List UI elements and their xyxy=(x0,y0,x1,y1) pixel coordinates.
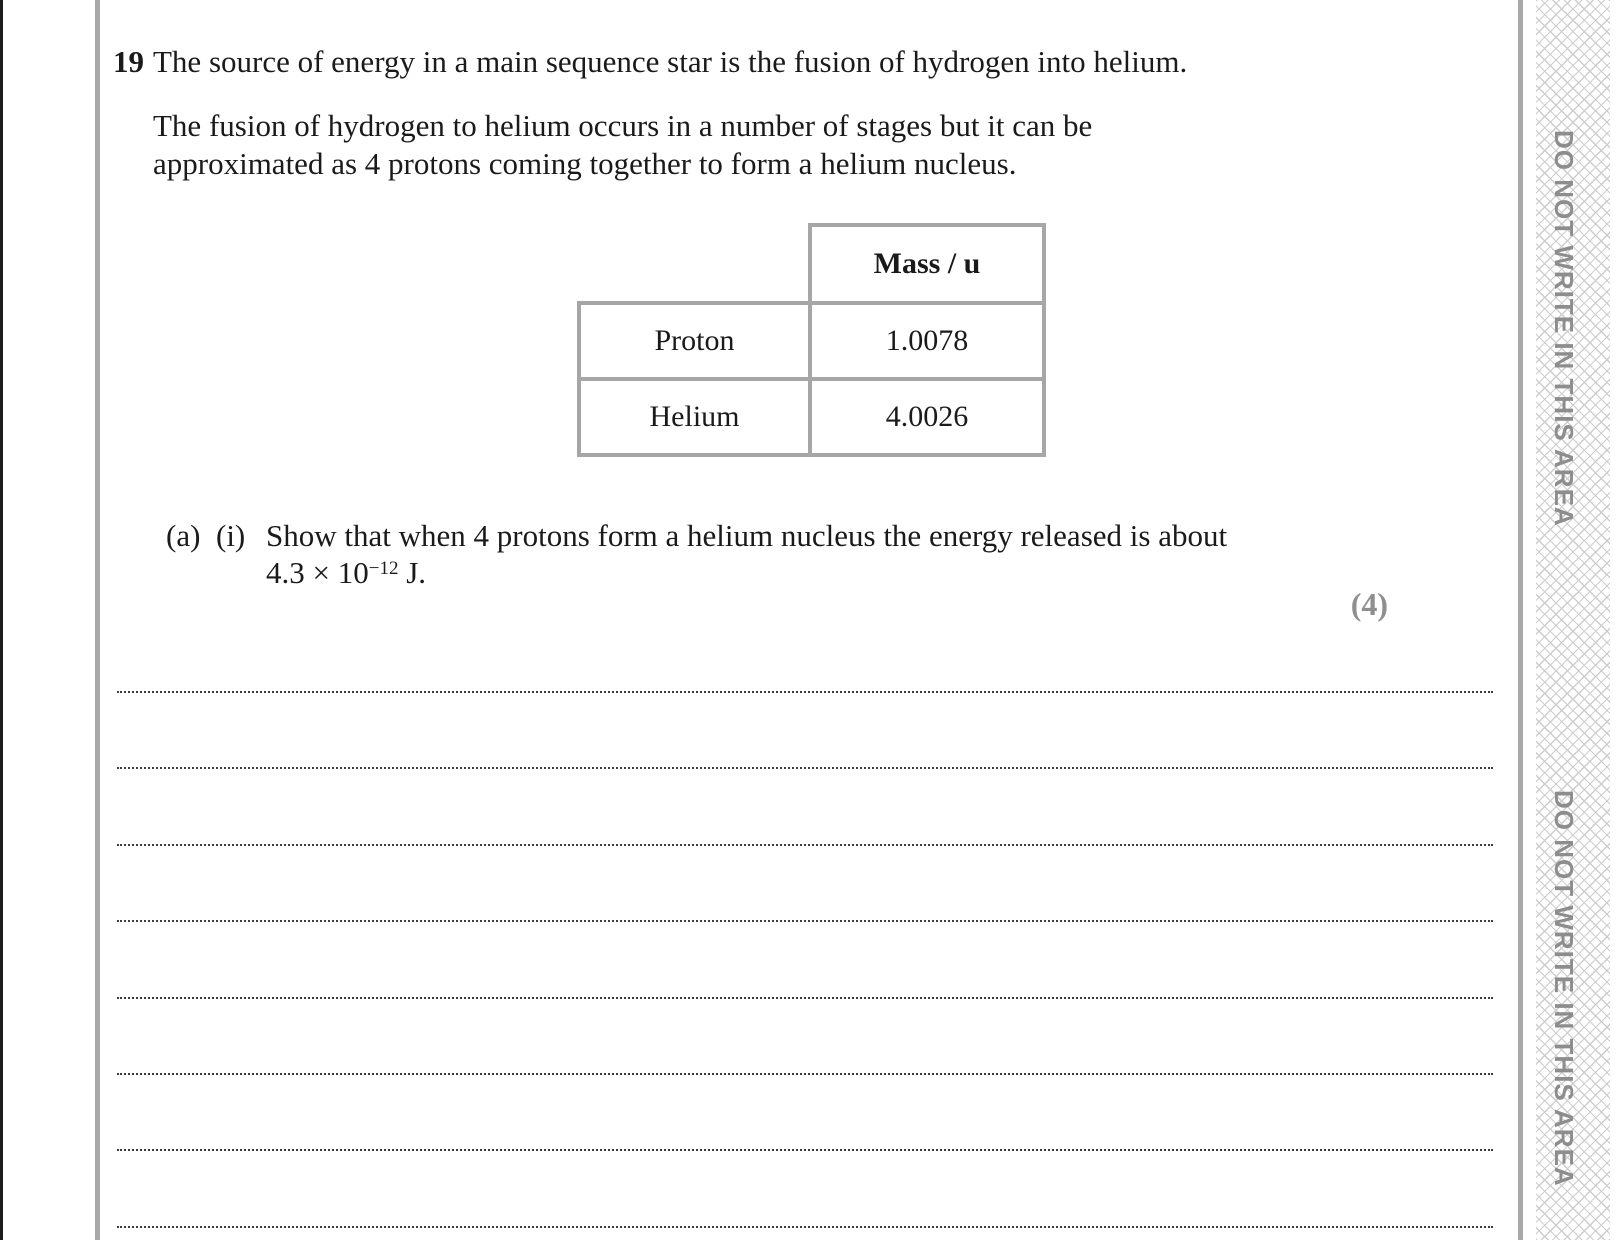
answer-line xyxy=(117,691,1493,693)
question-intro-paragraph xyxy=(153,107,1092,183)
answer-line xyxy=(117,844,1493,846)
value-unit: J. xyxy=(398,555,427,590)
value-base: 4.3 × 10 xyxy=(266,555,369,590)
do-not-write-label-bottom: DO NOT WRITE IN THIS AREA xyxy=(1549,790,1579,1187)
part-a-label: (a) xyxy=(166,518,201,553)
row-label-proton: Proton xyxy=(579,303,810,379)
part-a-question-value xyxy=(266,555,426,591)
question-number: 19 xyxy=(113,44,144,79)
row-value-proton: 1.0078 xyxy=(810,303,1044,379)
subpart-i-label: (i) xyxy=(216,518,246,553)
answer-line xyxy=(117,1073,1493,1075)
answer-line xyxy=(117,1226,1493,1228)
marks-badge: (4) xyxy=(1350,586,1388,622)
answer-line xyxy=(117,767,1493,769)
answer-line xyxy=(117,997,1493,999)
do-not-write-strip xyxy=(1536,0,1610,1240)
intro-paragraph-line-1: The fusion of hydrogen to helium occurs in a number of stages but it can be xyxy=(153,108,1093,143)
intro-paragraph-line-2: approximated as 4 protons coming together to form a helium nucleus. xyxy=(153,146,1017,181)
mass-table-empty-corner xyxy=(579,225,810,303)
answer-line xyxy=(117,920,1493,922)
table-row xyxy=(579,379,1044,455)
answer-line xyxy=(117,1149,1493,1151)
value-exponent: −12 xyxy=(368,558,399,579)
mass-table-header-cell: Mass / u xyxy=(810,225,1044,303)
page-left-edge xyxy=(0,0,3,1240)
mass-table-header-row xyxy=(579,225,1044,303)
mass-table xyxy=(577,223,1046,457)
do-not-write-label-top: DO NOT WRITE IN THIS AREA xyxy=(1549,130,1579,527)
question-intro-line: The source of energy in a main sequence star is the fusion of hydrogen into helium. xyxy=(153,44,1188,79)
part-a-question-text: Show that when 4 protons form a helium nucleus the energy released is about xyxy=(266,518,1228,553)
left-margin-rule xyxy=(95,0,100,1240)
row-value-helium: 4.0026 xyxy=(810,379,1044,455)
right-margin-rule xyxy=(1518,0,1523,1240)
row-label-helium: Helium xyxy=(579,379,810,455)
table-row xyxy=(579,303,1044,379)
